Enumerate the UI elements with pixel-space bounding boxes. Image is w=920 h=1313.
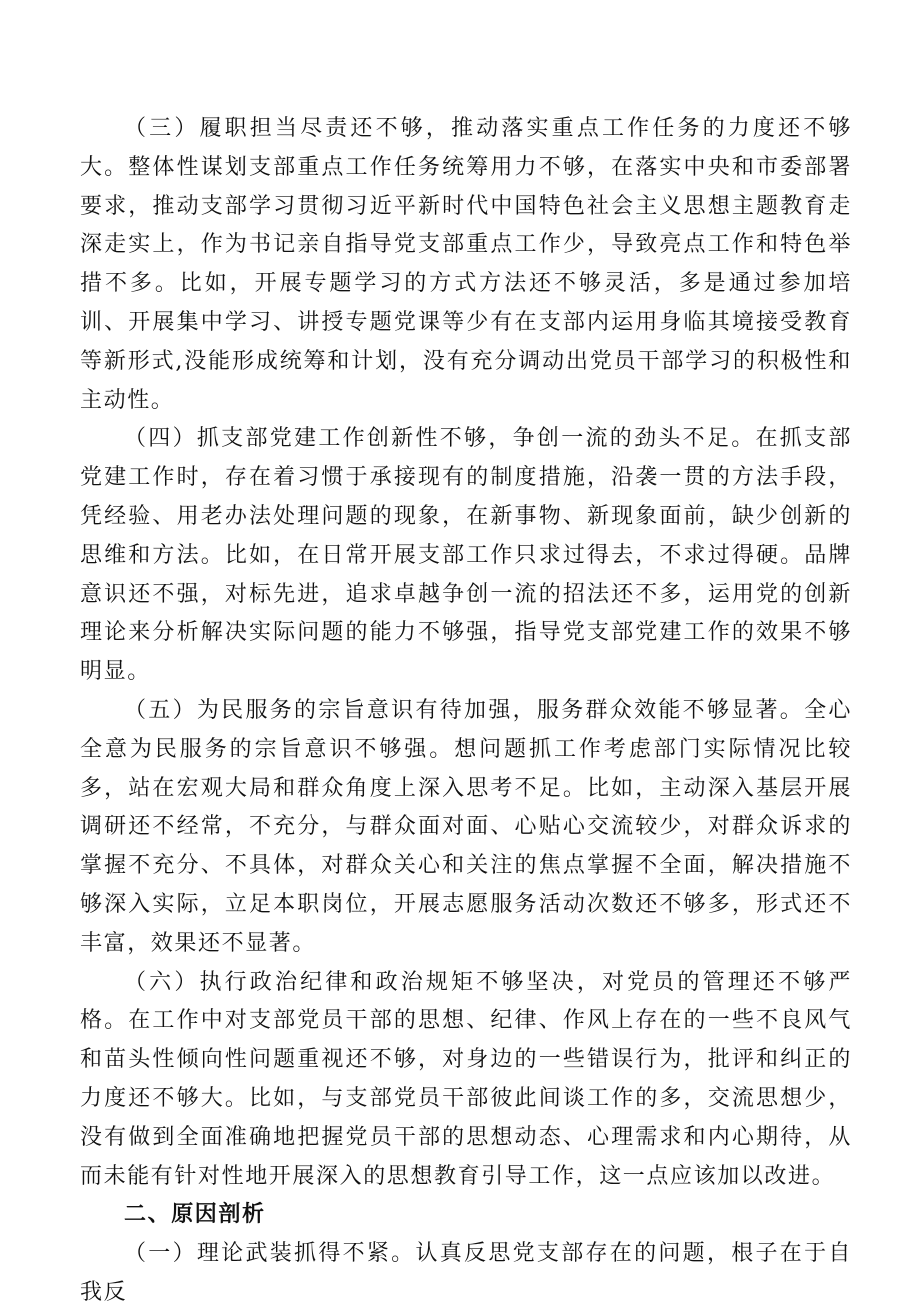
paragraph-yi: （一）理论武装抓得不紧。认真反思党支部存在的问题，根子在于自我反 — [80, 1241, 852, 1305]
section-heading: 二、原因剖析 — [124, 1202, 266, 1228]
paragraph-wu: （五）为民服务的宗旨意识有待加强，服务群众效能不够显著。全心全意为民服务的宗旨意识不够强。想问题抓工作考虑部门实际情况比较多，站在宏观大局和群众角度上深入思考不足。比如，主动深入基层开展调研还不经常，不充分，与群众面对面、心贴心交流较少，对群众诉求的掌握不充分、不具体，对群众关心和关注的焦点掌握不全面，解决措施不够深入实际，立足本职岗位，开展志愿服务活动次数还不够多，形式还不丰富，效果还不显著。 — [80, 697, 852, 956]
paragraph-si: （四）抓支部党建工作创新性不够，争创一流的劲头不足。在抓支部党建工作时，存在着习惯于承接现有的制度措施，沿袭一贯的方法手段，凭经验、用老办法处理问题的现象，在新事物、新现象面前，缺少创新的思维和方法。比如，在日常开展支部工作只求过得去，不求过得硬。品牌意识还不强，对标先进，追求卓越争创一流的招法还不多，运用党的创新理论来分析解决实际问题的能力不够强，指导党支部党建工作的效果不够明显。 — [80, 426, 852, 685]
paragraph-liu: （六）执行政治纪律和政治规矩不够坚决，对党员的管理还不够严格。在工作中对支部党员干部的思想、纪律、作风上存在的一些不良风气和苗头性倾向性问题重视还不够，对身边的一些错误行为，批评和纠正的力度还不够大。比如，与支部党员干部彼此间谈工作的多，交流思想少，没有做到全面准确地把握党员干部的思想动态、心理需求和内心期待，从而未能有针对性地开展深入的思想教育引导工作，这一点应该加以改进。 — [80, 969, 852, 1189]
document-body — [80, 110, 852, 1313]
paragraph-san: （三）履职担当尽责还不够，推动落实重点工作任务的力度还不够大。整体性谋划支部重点工作任务统筹用力不够，在落实中央和市委部署要求，推动支部学习贯彻习近平新时代中国特色社会主义思想主题教育走深走实上，作为书记亲自指导党支部重点工作少，导致亮点工作和特色举措不多。比如，开展专题学习的方式方法还不够灵活，多是通过参加培训、开展集中学习、讲授专题党课等少有在支部内运用身临其境接受教育等新形式,没能形成统筹和计划，没有充分调动出党员干部学习的积极性和主动性。 — [80, 116, 852, 413]
